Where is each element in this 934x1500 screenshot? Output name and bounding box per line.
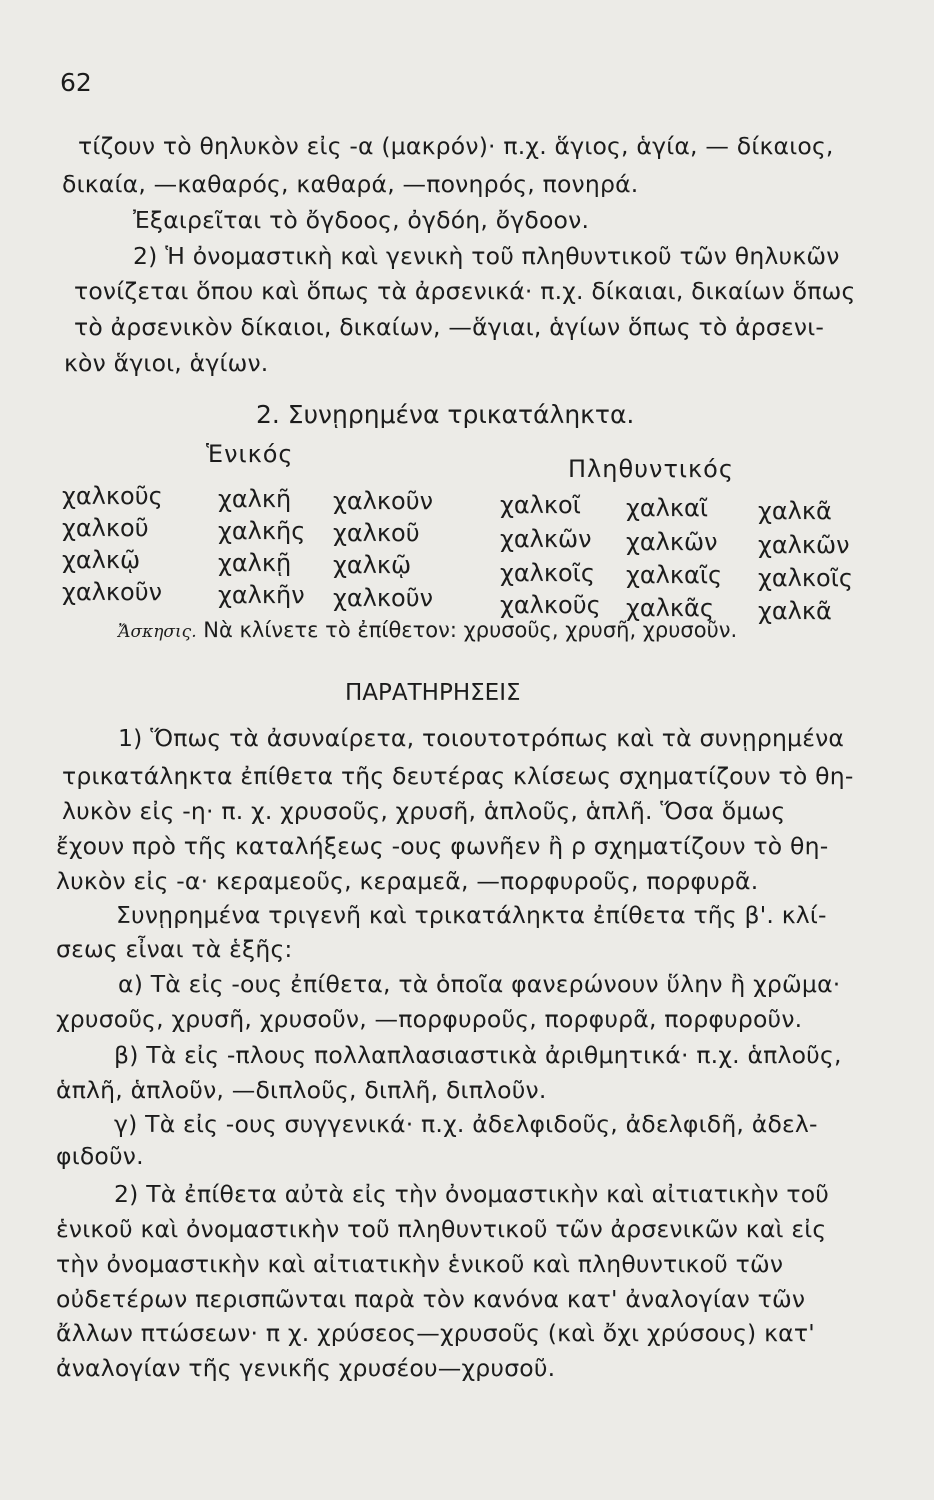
text-line: ἑνικοῦ καὶ ὀνομαστικὴν τοῦ πληθυντικοῦ τῶν ἀρσενικῶν καὶ εἰς: [56, 1215, 827, 1243]
exercise-label: Ἄσκησις.: [118, 622, 197, 642]
table-cell: χαλκοῦν: [62, 578, 163, 606]
text-line: 1) Ὅπως τὰ ἀσυναίρετα, τοιουτοτρόπως καὶ τὰ συνῃρημένα: [118, 724, 845, 752]
table-cell: χαλκῷ: [333, 551, 412, 579]
text-line: κὸν ἅγιοι, ἁγίων.: [64, 349, 269, 377]
table-cell: χαλκῇ: [218, 549, 292, 577]
text-line: δικαία, —καθαρός, καθαρά, —πονηρός, πονηρά.: [62, 170, 639, 198]
text-line: ἄλλων πτώσεων· π χ. χρύσεος—χρυσοῦς (καὶ ὄχι χρύσους) κατ': [56, 1319, 815, 1347]
table-cell: χαλκῶν: [758, 531, 850, 559]
table-cell: χαλκῆς: [218, 517, 306, 545]
text-line: οὐδετέρων περισπῶνται παρὰ τὸν κανόνα κατ' ἀναλογίαν τῶν: [56, 1285, 806, 1313]
text-line: λυκὸν εἰς -α· κεραμεοῦς, κεραμεᾶ, —πορφυροῦς, πορφυρᾶ.: [56, 867, 759, 895]
table-cell: χαλκῶν: [626, 528, 718, 556]
text-line: 2) Τὰ ἐπίθετα αὐτὰ εἰς τὴν ὀνομαστικὴν καὶ αἰτιατικὴν τοῦ: [114, 1180, 830, 1208]
exercise-text: Νὰ κλίνετε τὸ ἐπίθετον: χρυσοῦς, χρυσῆ, χρυσοῦν.: [203, 618, 738, 642]
text-line: τίζουν τὸ θηλυκὸν εἰς -α (μακρόν)· π.χ. ἅγιος, ἁγία, — δίκαιος,: [78, 132, 834, 160]
table-cell: χαλκῆν: [218, 581, 305, 609]
table-cell: χαλκῷ: [62, 546, 141, 574]
text-line: τονίζεται ὅπου καὶ ὅπως τὰ ἀρσενικά· π.χ. δίκαιαι, δικαίων ὅπως: [74, 277, 856, 305]
text-line: Συνῃρημένα τριγενῆ καὶ τρικατάληκτα ἐπίθετα τῆς β'. κλί-: [116, 901, 827, 929]
text-line: ἔχουν πρὸ τῆς καταλήξεως -ους φωνῆεν ἢ ρ σχηματίζουν τὸ θη-: [56, 832, 829, 860]
remarks-heading: ΠΑΡΑΤΗΡΗΣΕΙΣ: [345, 680, 521, 706]
text-line: λυκὸν εἰς -η· π. χ. χρυσοῦς, χρυσῆ, ἁπλοῦς, ἁπλῆ. Ὅσα ὅμως: [62, 797, 786, 825]
text-line: σεως εἶναι τὰ ἑξῆς:: [56, 935, 293, 963]
section-heading: 2. Συνῃρημένα τρικατάληκτα.: [256, 400, 635, 429]
table-cell: χαλκᾶς: [626, 594, 714, 622]
table-cell: χαλκοῦν: [333, 487, 434, 515]
exercise-line: [118, 618, 737, 642]
text-line: ἀναλογίαν τῆς γενικῆς χρυσέου—χρυσοῦ.: [56, 1354, 556, 1382]
text-line: ἁπλῆ, ἁπλοῦν, —διπλοῦς, διπλῆ, διπλοῦν.: [56, 1076, 547, 1104]
table-cell: χαλκᾶ: [758, 597, 832, 625]
plural-label: Πληθυντικός: [568, 455, 734, 483]
table-cell: χαλκοῖ: [500, 491, 581, 519]
table-cell: χαλκαῖ: [626, 494, 708, 522]
text-line: 2) Ἡ ὀνομαστικὴ καὶ γενικὴ τοῦ πληθυντικοῦ τῶν θηλυκῶν: [133, 242, 840, 270]
table-cell: χαλκοῦς: [500, 591, 601, 619]
text-line: τρικατάληκτα ἐπίθετα τῆς δευτέρας κλίσεως σχηματίζουν τὸ θη-: [62, 762, 854, 790]
table-cell: χαλκοῦ: [333, 519, 420, 547]
page-number: 62: [60, 68, 92, 97]
table-cell: χαλκοῦν: [333, 584, 434, 612]
table-cell: χαλκοῖς: [758, 564, 853, 592]
table-cell: χαλκαῖς: [626, 561, 723, 589]
text-line: φιδοῦν.: [56, 1142, 144, 1170]
text-line: τὴν ὀνομαστικὴν καὶ αἰτιατικὴν ἑνικοῦ καὶ πληθυντικοῦ τῶν: [56, 1250, 784, 1278]
text-line: α) Τὰ εἰς -ους ἐπίθετα, τὰ ὁποῖα φανερώνουν ὕλην ἢ χρῶμα·: [118, 970, 841, 998]
table-cell: χαλκοῦς: [62, 482, 163, 510]
table-cell: χαλκοῖς: [500, 559, 595, 587]
table-cell: χαλκῆ: [218, 485, 292, 513]
singular-label: Ἑνικός: [206, 440, 294, 468]
text-line: χρυσοῦς, χρυσῆ, χρυσοῦν, —πορφυροῦς, πορφυρᾶ, πορφυροῦν.: [56, 1005, 803, 1033]
text-line: β) Τὰ εἰς -πλους πολλαπλασιαστικὰ ἀριθμητικά· π.χ. ἁπλοῦς,: [114, 1041, 842, 1069]
text-line: γ) Τὰ εἰς -ους συγγενικά· π.χ. ἀδελφιδοῦς, ἀδελφιδῆ, ἀδελ-: [114, 1110, 818, 1138]
text-line: Ἐξαιρεῖται τὸ ὄγδοος, ὀγδόη, ὄγδοον.: [133, 206, 590, 234]
table-cell: χαλκοῦ: [62, 514, 149, 542]
table-cell: χαλκᾶ: [758, 497, 832, 525]
table-cell: χαλκῶν: [500, 525, 592, 553]
text-line: τὸ ἀρσενικὸν δίκαιοι, δικαίων, —ἅγιαι, ἁγίων ὅπως τὸ ἀρσενι-: [74, 313, 825, 341]
